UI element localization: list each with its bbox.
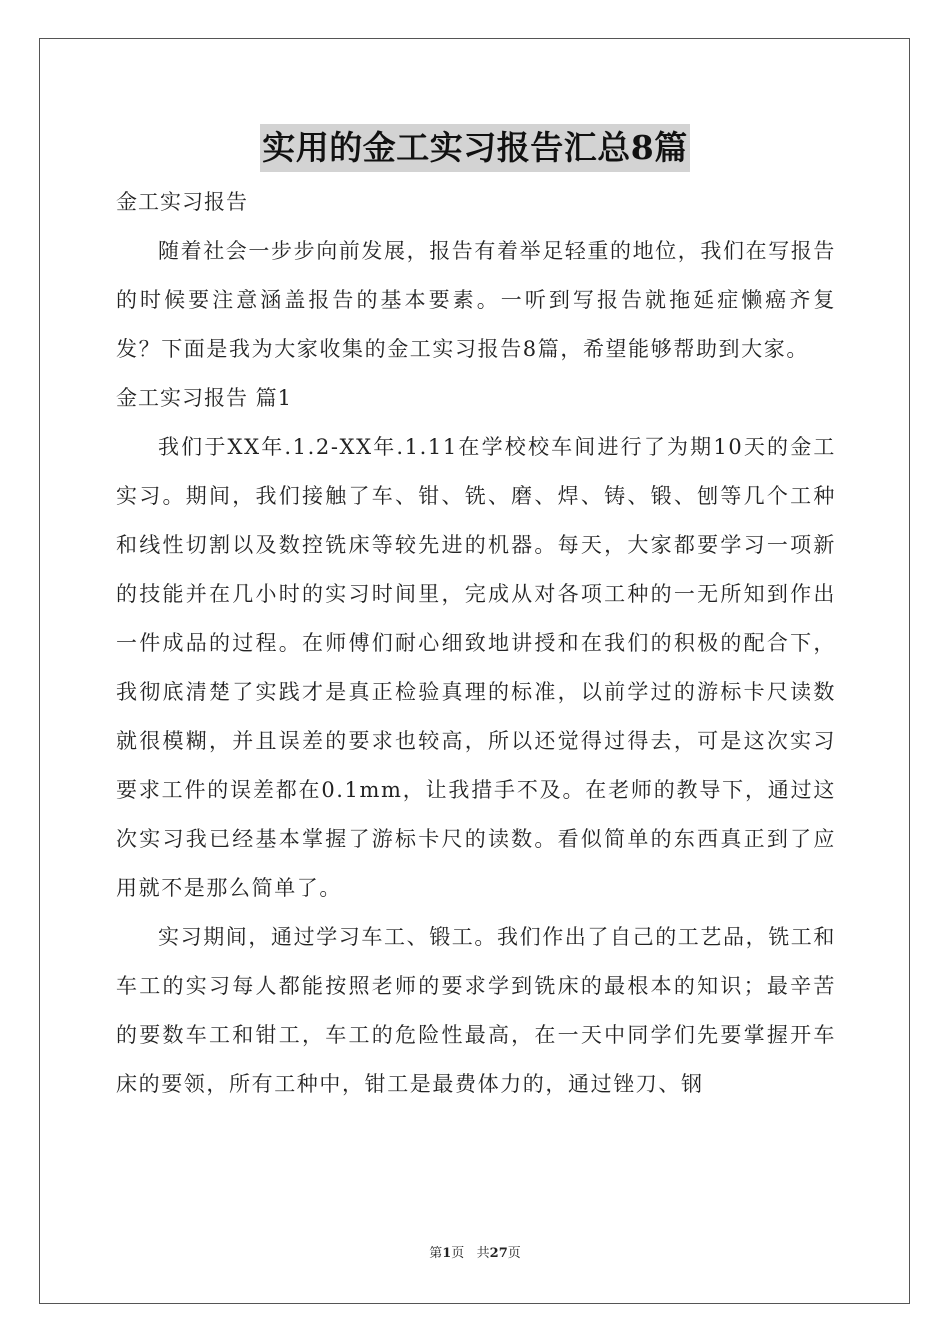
part1-paragraph-2: 实习期间，通过学习车工、锻工。我们作出了自己的工艺品，铣工和车工的实习每人都能按照老师的要求学到铣床的最根本的知识；最辛苦的要数车工和钳工，车工的危险性最高，在一天中同学们先要掌握开车床的要领，所有工种中，钳工是最费体力的，通过锉刀、钢: [116, 925, 836, 1096]
footer-current-page: 1: [442, 1246, 452, 1261]
intro-paragraph: 随着社会一步步向前发展，报告有着举足轻重的地位，我们在写报告的时候要注意涵盖报告的基本要素。一听到写报告就拖延症懒癌齐复发？下面是我为大家收集的金工实习报告8篇，希望能够帮助到大家。: [116, 239, 836, 361]
document-title: 实用的金工实习报告汇总8篇: [260, 124, 689, 172]
section-heading: 金工实习报告: [116, 190, 248, 214]
footer-mid: 页 共: [451, 1246, 490, 1261]
document-body: [116, 178, 836, 1109]
footer-suffix: 页: [507, 1246, 521, 1261]
part1-heading: 金工实习报告 篇1: [116, 386, 293, 410]
part1-paragraph-1: 我们于XX年.1.2-XX年.1.11在学校校车间进行了为期10天的金工实习。期间，我们接触了车、钳、铣、磨、焊、铸、锻、刨等几个工种和线性切割以及数控铣床等较先进的机器。每天，大家都要学习一项新的技能并在几小时的实习时间里，完成从对各项工种的一无所知到作出一件成品的过程。在师傅们耐心细致地讲授和在我们的积极的配合下，我彻底清楚了实践才是真正检验真理的标准，以前学过的游标卡尺读数就很模糊，并且误差的要求也较高，所以还觉得过得去，可是这次实习要求工件的误差都在0.1mm，让我措手不及。在老师的教导下，通过这次实习我已经基本掌握了游标卡尺的读数。看似简单的东西真正到了应用就不是那么简单了。: [116, 435, 836, 900]
title-container: [0, 124, 950, 172]
page-footer: [0, 1242, 950, 1261]
footer-prefix: 第: [429, 1246, 443, 1261]
footer-total-pages: 27: [489, 1246, 508, 1261]
